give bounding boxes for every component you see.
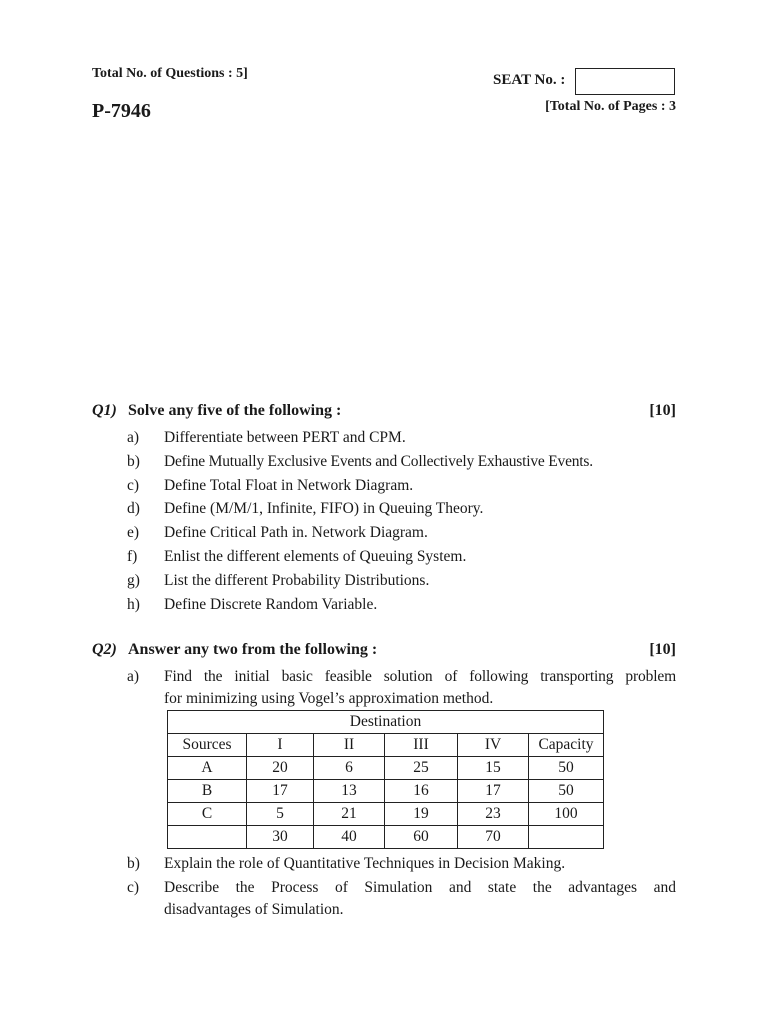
destination-header: Destination: [168, 711, 604, 734]
q2-heading: [92, 641, 676, 659]
item-text: Define Discrete Random Variable.: [164, 596, 378, 613]
table-cell: 25: [385, 757, 458, 780]
item-letter: a): [127, 668, 140, 685]
table-cell: 5: [247, 803, 314, 826]
table-row: [168, 757, 604, 780]
q1-number: Q1): [92, 402, 117, 419]
table-cell: 6: [314, 757, 385, 780]
item-text-line2: for minimizing using Vogel’s approximation method.: [164, 690, 494, 707]
q1-title: Solve any five of the following :: [128, 402, 342, 419]
item-letter: f): [127, 548, 138, 565]
table-cell: 19: [385, 803, 458, 826]
table-header-cell: Sources: [168, 734, 247, 757]
item-text: Define (M/M/1, Infinite, FIFO) in Queuing Theory.: [164, 500, 484, 517]
table-cell: 20: [247, 757, 314, 780]
item-letter: g): [127, 572, 140, 589]
q1-item-g: [127, 570, 676, 592]
item-letter: d): [127, 500, 140, 517]
q1-item-a: [127, 427, 676, 449]
q1-marks: [10]: [649, 402, 676, 419]
table-cell: [168, 826, 247, 849]
table-header-cell: II: [314, 734, 385, 757]
paper-code: P-7946: [92, 100, 151, 122]
table-header-row: [168, 734, 604, 757]
item-letter: c): [127, 477, 140, 494]
total-questions: Total No. of Questions : 5]: [92, 66, 248, 81]
q2-title: Answer any two from the following :: [128, 641, 378, 658]
table-cell: 13: [314, 780, 385, 803]
table-cell: [529, 826, 604, 849]
item-text: Explain the role of Quantitative Techniques in Decision Making.: [164, 855, 566, 872]
q2-number: Q2): [92, 641, 117, 658]
table-cell: 50: [529, 757, 604, 780]
q2-item-b: [127, 853, 676, 875]
table-header-cell: III: [385, 734, 458, 757]
item-letter: c): [127, 879, 140, 896]
table-cell: B: [168, 780, 247, 803]
transportation-table: [167, 710, 604, 849]
item-text: Define Mutually Exclusive Events and Collectively Exhaustive Events.: [164, 453, 593, 470]
table-cell: 40: [314, 826, 385, 849]
table-header-cell: IV: [458, 734, 529, 757]
table-row: [168, 780, 604, 803]
table-cell: 30: [247, 826, 314, 849]
q2-item-c: [127, 877, 676, 921]
item-text: Define Critical Path in. Network Diagram.: [164, 524, 428, 541]
table-cell: 16: [385, 780, 458, 803]
q1-heading: [92, 402, 676, 420]
table-cell: A: [168, 757, 247, 780]
table-header-cell: Capacity: [529, 734, 604, 757]
table-cell: 60: [385, 826, 458, 849]
item-text-line2: disadvantages of Simulation.: [164, 901, 344, 918]
item-text-line1: Find the initial basic feasible solution of following transporting problem: [164, 668, 676, 685]
item-text: Enlist the different elements of Queuing System.: [164, 548, 467, 565]
seat-number-box: [575, 68, 675, 95]
table-cell: C: [168, 803, 247, 826]
item-text: Differentiate between PERT and CPM.: [164, 429, 406, 446]
q1-item-f: [127, 546, 676, 568]
q1-item-h: [127, 594, 676, 616]
item-text: List the different Probability Distributions.: [164, 572, 430, 589]
table-cell: 17: [247, 780, 314, 803]
table-cell: 17: [458, 780, 529, 803]
item-letter: b): [127, 855, 140, 872]
q1-item-c: [127, 475, 676, 497]
table-row: [168, 803, 604, 826]
table-cell: 70: [458, 826, 529, 849]
q2-marks: [10]: [649, 641, 676, 658]
q2-item-a: [127, 666, 676, 710]
total-pages: [Total No. of Pages : 3: [545, 99, 676, 114]
item-letter: b): [127, 453, 140, 470]
q1-item-e: [127, 522, 676, 544]
q1-item-d: [127, 498, 676, 520]
seat-number-label: SEAT No. :: [493, 72, 566, 88]
item-letter: e): [127, 524, 140, 541]
table-cell: 100: [529, 803, 604, 826]
table-cell: 50: [529, 780, 604, 803]
item-text-line1: Describe the Process of Simulation and state the advantages and: [164, 879, 676, 896]
table-row-demand: [168, 826, 604, 849]
table-cell: 15: [458, 757, 529, 780]
item-letter: h): [127, 596, 140, 613]
table-cell: 21: [314, 803, 385, 826]
table-cell: 23: [458, 803, 529, 826]
q1-item-b: [127, 451, 676, 473]
item-text: Define Total Float in Network Diagram.: [164, 477, 414, 494]
item-letter: a): [127, 429, 140, 446]
table-header-cell: I: [247, 734, 314, 757]
